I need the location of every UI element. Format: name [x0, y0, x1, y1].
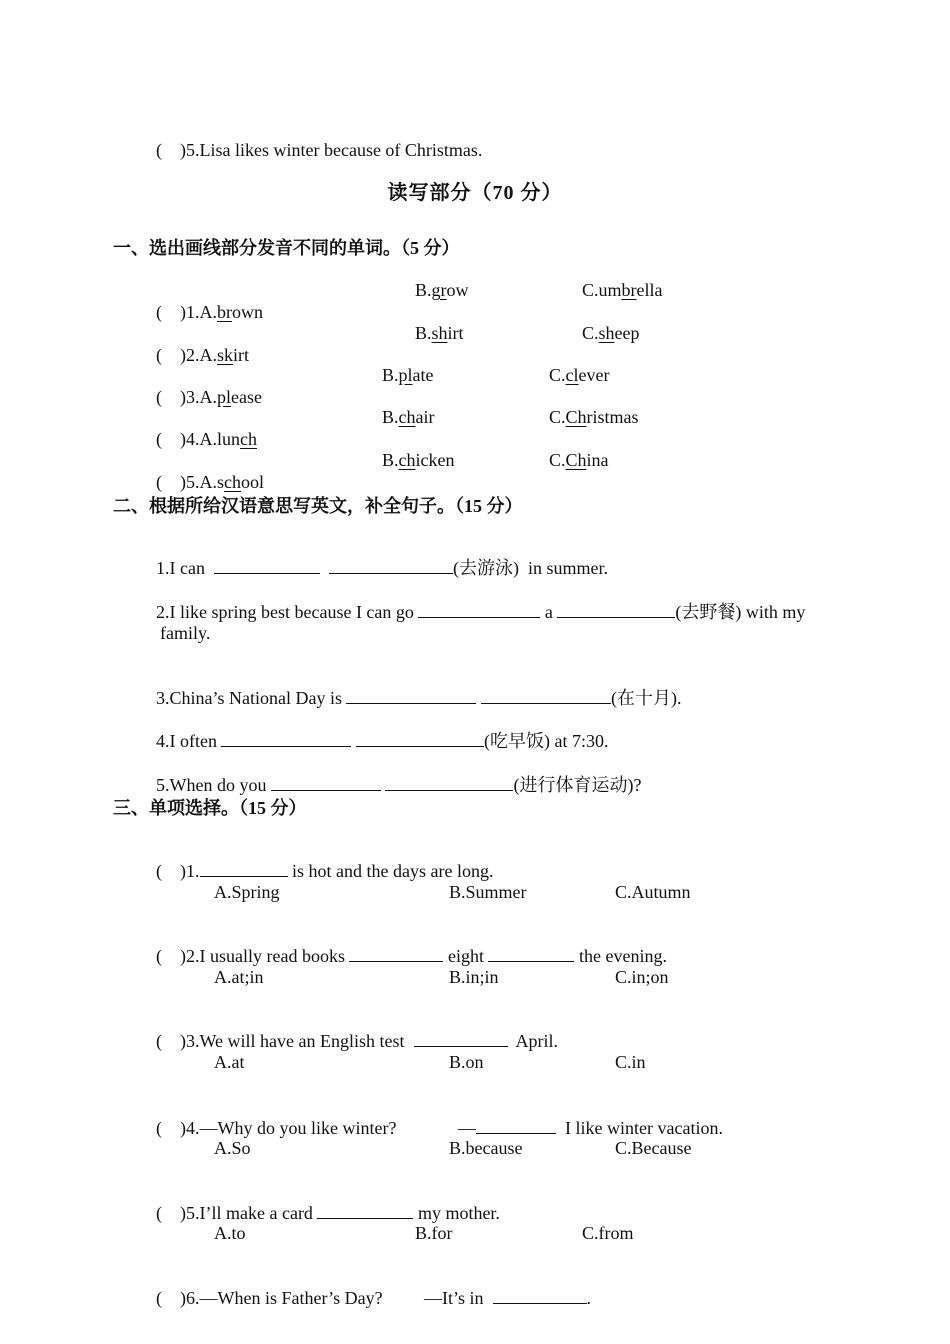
section1-heading: 一、选出画线部分发音不同的单词。（5 分）: [113, 238, 460, 258]
option-a[interactable]: A.to: [214, 1223, 246, 1243]
blank-field[interactable]: [271, 774, 381, 791]
choice-item-6-answer: —It’s in .: [424, 1288, 592, 1308]
choice-item-1: ( )1. is hot and the days are long.: [156, 861, 494, 881]
phonics-item-4: ( )4.A.lunch: [156, 429, 257, 449]
phonics-item-4-c: C.Christmas: [549, 407, 639, 427]
choice-item-5: ( )5.I’ll make a card my mother.: [156, 1203, 500, 1223]
blank-field[interactable]: [385, 774, 513, 791]
section3-heading: 三、单项选择。（15 分）: [113, 798, 307, 818]
choice-item-4: ( )4.—Why do you like winter?: [156, 1118, 397, 1138]
phonics-item-1-b: B.grow: [415, 280, 469, 300]
phonics-item-1: ( )1.A.brown: [156, 302, 263, 322]
answer-paren[interactable]: (: [156, 861, 162, 881]
blank-field[interactable]: [329, 557, 453, 574]
option-c[interactable]: C.from: [582, 1223, 634, 1243]
answer-paren[interactable]: (: [156, 1031, 162, 1051]
blank-field[interactable]: [346, 687, 476, 704]
answer-paren[interactable]: (: [156, 472, 162, 492]
blank-field[interactable]: [317, 1202, 413, 1219]
blank-field[interactable]: [200, 860, 288, 877]
option-a[interactable]: A.Spring: [214, 882, 280, 902]
answer-paren[interactable]: (: [156, 1118, 162, 1138]
blank-field[interactable]: [557, 601, 675, 618]
blank-field[interactable]: [476, 1117, 556, 1134]
blank-field[interactable]: [221, 730, 351, 747]
phonics-item-1-c: C.umbrella: [582, 280, 663, 300]
phonics-item-3-c: C.clever: [549, 365, 610, 385]
blank-field[interactable]: [418, 601, 540, 618]
option-c[interactable]: C.Autumn: [615, 882, 691, 902]
option-b[interactable]: B.for: [415, 1223, 453, 1243]
fill-item-4: 4.I often (吃早饭) at 7:30.: [156, 731, 609, 751]
phonics-item-5-b: B.chicken: [382, 450, 455, 470]
blank-field[interactable]: [481, 687, 611, 704]
blank-field[interactable]: [356, 730, 484, 747]
blank-field[interactable]: [493, 1287, 587, 1304]
option-b[interactable]: B.Summer: [449, 882, 527, 902]
phonics-item-2-b: B.shirt: [415, 323, 464, 343]
answer-paren[interactable]: (: [156, 946, 162, 966]
phonics-item-5: ( )5.A.school: [156, 472, 265, 492]
option-c[interactable]: C.in;on: [615, 967, 669, 987]
option-a[interactable]: A.at;in: [214, 967, 264, 987]
answer-paren[interactable]: (: [156, 387, 162, 407]
option-a[interactable]: A.at: [214, 1052, 245, 1072]
fill-item-5: 5.When do you (进行体育运动)?: [156, 775, 642, 795]
choice-item-6: ( )6.—When is Father’s Day?: [156, 1288, 383, 1308]
blank-field[interactable]: [349, 945, 443, 962]
blank-field[interactable]: [488, 945, 574, 962]
listening-item-5: ( )5.Lisa likes winter because of Christmas.: [156, 140, 483, 160]
phonics-item-2: ( )2.A.skirt: [156, 345, 250, 365]
option-a[interactable]: A.So: [214, 1138, 251, 1158]
answer-paren[interactable]: (: [156, 429, 162, 449]
answer-paren[interactable]: (: [156, 1203, 162, 1223]
section-title: 读写部分（70 分）: [387, 182, 563, 204]
phonics-item-5-c: C.China: [549, 450, 609, 470]
option-b[interactable]: B.because: [449, 1138, 523, 1158]
blank-field[interactable]: [214, 557, 320, 574]
phonics-item-3: ( )3.A.please: [156, 387, 262, 407]
option-b[interactable]: B.in;in: [449, 967, 499, 987]
answer-paren[interactable]: (: [156, 345, 162, 365]
fill-item-3: 3.China’s National Day is (在十月).: [156, 688, 682, 708]
answer-paren[interactable]: (: [156, 1288, 162, 1308]
phonics-item-2-c: C.sheep: [582, 323, 640, 343]
phonics-item-3-b: B.plate: [382, 365, 434, 385]
answer-paren[interactable]: (: [156, 140, 162, 160]
blank-field[interactable]: [414, 1030, 508, 1047]
fill-item-2: 2.I like spring best because I can go a (去野餐) with my: [156, 602, 806, 622]
section2-heading: 二、根据所给汉语意思写英文，补全句子。（15 分）: [113, 496, 523, 516]
phonics-item-4-b: B.chair: [382, 407, 435, 427]
fill-item-2-cont: family.: [160, 623, 211, 643]
option-b[interactable]: B.on: [449, 1052, 484, 1072]
fill-item-1: 1.I can (去游泳) in summer.: [156, 558, 608, 578]
choice-item-2: ( )2.I usually read books eight the evening.: [156, 946, 667, 966]
answer-paren[interactable]: (: [156, 302, 162, 322]
choice-item-3: ( )3.We will have an English test April.: [156, 1031, 559, 1051]
option-c[interactable]: C.Because: [615, 1138, 692, 1158]
option-c[interactable]: C.in: [615, 1052, 646, 1072]
choice-item-4-answer: — I like winter vacation.: [458, 1118, 723, 1138]
